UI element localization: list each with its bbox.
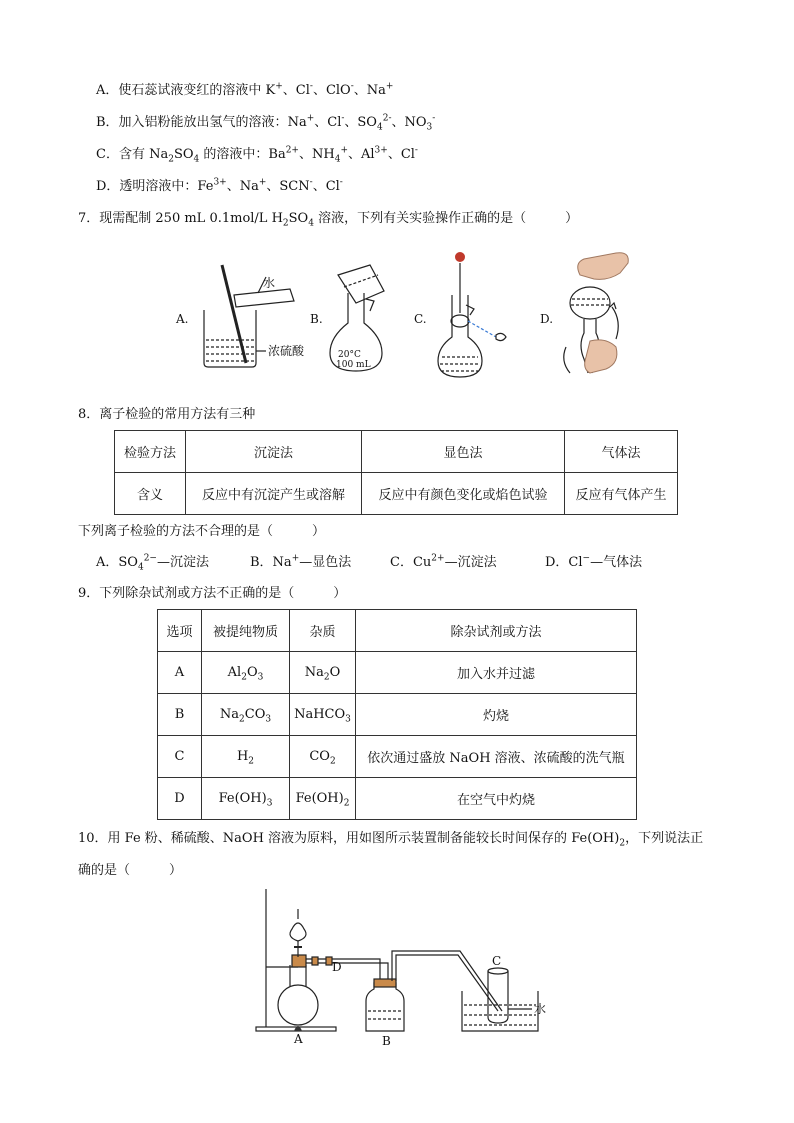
q9-substance-cell: $Al_2O_3$ — [202, 652, 290, 694]
q7-water-label: 水 — [263, 276, 276, 290]
q9-option-cell: B — [158, 694, 202, 736]
table-row — [158, 736, 637, 778]
q9-stem: 9．下列除杂试剂或方法不正确的是（ ） — [78, 586, 347, 601]
q7-stem: 7．现需配制 250 mL 0.1mol/L $H_2SO_4$ 溶液，下列有关实验操作正确的是（ ） — [78, 211, 579, 229]
q7-figure — [170, 245, 670, 385]
q9-substance-cell: $H_2$ — [202, 736, 290, 778]
q8-row-cell: 反应中有颜色变化或焰色试验 — [362, 473, 565, 515]
q8-row-cell: 含义 — [115, 473, 186, 515]
q10-stem-line2: 确的是（ ） — [78, 863, 183, 878]
q8-stem: 8．离子检验的常用方法有三种 — [78, 407, 256, 422]
q10-stem-line1: 10．用 Fe 粉、稀硫酸、NaOH 溶液为原料，用如图所示装置制备能较长时间保存的 $Fe(OH)_2$，下列说法正 — [78, 831, 704, 849]
q9-substance-cell: $Fe(OH)_3$ — [202, 778, 290, 820]
q10-label-d: D — [332, 960, 342, 974]
q7-acid-label: 浓硫酸 — [268, 344, 305, 358]
q9-header-cell: 杂质 — [290, 610, 356, 652]
q9-method-cell: 灼烧 — [356, 694, 637, 736]
table-row — [158, 778, 637, 820]
q9-option-cell: D — [158, 778, 202, 820]
q10-label-b: B — [382, 1034, 391, 1048]
q8-method-table — [114, 430, 678, 515]
hand-bottom-icon — [585, 340, 617, 373]
q10-label-a: A — [294, 1032, 303, 1046]
q8-option-b: B．Na+—显色法 — [250, 553, 352, 570]
q8-row-cell: 反应有气体产生 — [565, 473, 678, 515]
q9-method-cell: 在空气中灼烧 — [356, 778, 637, 820]
q10-water-label: 水 — [534, 1002, 547, 1016]
q7-label-a: A. — [176, 312, 189, 326]
q9-impurity-cell: $Na_2O$ — [290, 652, 356, 694]
q9-header-cell: 被提纯物质 — [202, 610, 290, 652]
q7-label-c: C. — [414, 312, 427, 326]
q9-option-cell: C — [158, 736, 202, 778]
q8-header-cell: 沉淀法 — [186, 431, 362, 473]
flask-dropper-c-diagram — [438, 263, 506, 377]
q6-option-b: B．加入铝粉能放出氢气的溶液：Na+、Cl-、$SO_4^{2-}$、$NO_3^-$ — [96, 113, 436, 133]
q8-header-cell: 检验方法 — [115, 431, 186, 473]
q8-option-c: C．$Cu^{2+}—$沉淀法 — [390, 553, 497, 570]
q9-option-cell: A — [158, 652, 202, 694]
q6-option-c: C．含有 $Na_2SO_4$ 的溶液中：$Ba^{2+}$、$NH_4^+$、$Al^{3+}$、Cl- — [96, 145, 418, 165]
q9-impurity-cell: NaHCO$_3$ — [290, 694, 356, 736]
q6-option-d: D．透明溶液中：$Fe^{3+}$、Na+、SCN-、Cl- — [96, 177, 343, 194]
q7-flask-vol: 100 mL — [336, 360, 371, 370]
q10-apparatus-diagram — [240, 885, 560, 1048]
q7-flask-temp: 20°C — [338, 350, 361, 360]
q9-impurity-cell: $CO_2$ — [290, 736, 356, 778]
q10-label-c: C — [492, 954, 502, 968]
q8-question: 下列离子检验的方法不合理的是（ ） — [78, 524, 326, 539]
table-row — [158, 694, 637, 736]
dropper-bulb-icon — [455, 252, 465, 262]
q8-header-cell: 气体法 — [565, 431, 678, 473]
q8-row-cell: 反应中有沉淀产生或溶解 — [186, 473, 362, 515]
q9-purification-table — [157, 609, 637, 820]
q9-header-cell: 选项 — [158, 610, 202, 652]
q9-header-cell: 除杂试剂或方法 — [356, 610, 637, 652]
q9-substance-cell: $Na_2CO_3$ — [202, 694, 290, 736]
q8-header-cell: 显色法 — [362, 431, 565, 473]
q8-option-d: D．Cl−—气体法 — [545, 553, 643, 570]
q8-option-a: A．$SO_4^{2-}—$沉淀法 — [96, 553, 209, 573]
q7-label-d: D. — [540, 312, 554, 326]
hand-top-icon — [578, 253, 629, 280]
q9-method-cell: 依次通过盛放 NaOH 溶液、浓硫酸的洗气瓶 — [356, 736, 637, 778]
q9-method-cell: 加入水并过滤 — [356, 652, 637, 694]
q9-impurity-cell: $Fe(OH)_2$ — [290, 778, 356, 820]
table-row — [158, 652, 637, 694]
q6-option-a: A．使石蕊试液变红的溶液中 K+、Cl-、ClO-、Na+ — [96, 81, 394, 98]
q7-label-b: B. — [310, 312, 323, 326]
